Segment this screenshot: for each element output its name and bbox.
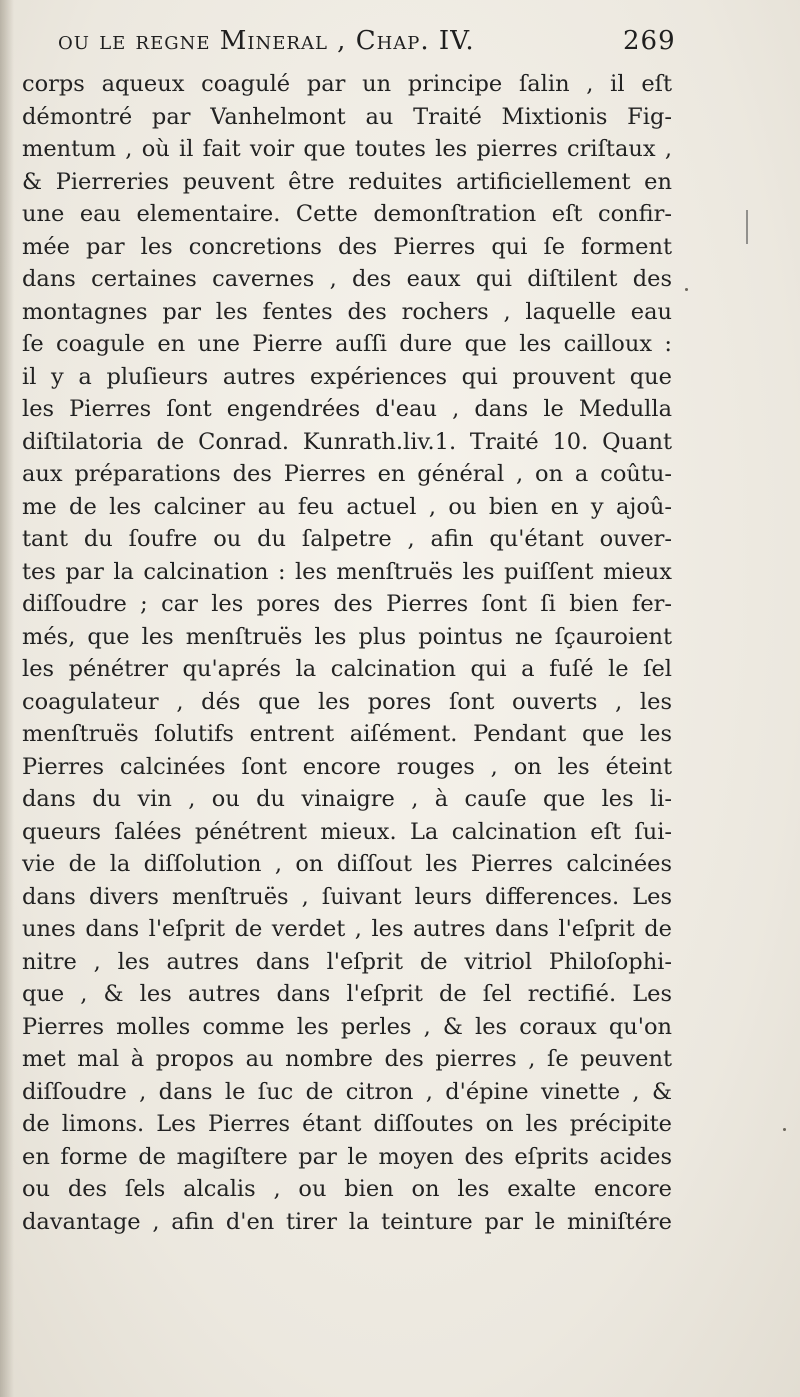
text-line: les Pierres ſont engendrées d'eau , dans le Medulla bbox=[22, 396, 672, 422]
paper-speck bbox=[783, 1128, 786, 1131]
page-number: 269 bbox=[623, 26, 676, 56]
text-line: corps aqueux coagulé par un principe ſalin , il eſt bbox=[22, 71, 672, 97]
text-line: démontré par Vanhelmont au Traité Mixtionis Fig- bbox=[22, 103, 672, 130]
text-line: Pierres calcinées ſont encore rouges , on les éteint bbox=[22, 753, 672, 780]
body-text bbox=[22, 68, 672, 1238]
text-line: diſtilatoria de Conrad. Kunrath.liv.1. Traité 10. Quant bbox=[22, 428, 672, 455]
text-line: dans du vin , ou du vinaigre , à cauſe que les li- bbox=[22, 786, 672, 812]
text-line: diſſoudre , dans le ſuc de citron , d'épine vinette , & bbox=[22, 1078, 672, 1105]
text-line: de limons. Les Pierres étant diſſoutes on les précipite bbox=[22, 1111, 672, 1137]
text-line: il y a pluſieurs autres expériences qui prouvent que bbox=[22, 363, 672, 390]
text-line: les pénétrer qu'aprés la calcination qui a fuſé le ſel bbox=[22, 656, 672, 682]
text-line: dans divers menſtruës , ſuivant leurs differences. Les bbox=[22, 883, 672, 910]
text-line: menſtruës ſolutifs entrent aiſément. Pendant que les bbox=[22, 721, 672, 747]
text-line: que , & les autres dans l'eſprit de ſel rectifié. Les bbox=[22, 981, 672, 1007]
text-line: ſe coagule en une Pierre auſſi dure que les cailloux : bbox=[22, 331, 672, 357]
margin-mark bbox=[746, 210, 748, 244]
text-line: diſſoudre ; car les pores des Pierres ſont ſi bien fer- bbox=[22, 591, 672, 617]
paper-speck bbox=[685, 288, 688, 291]
text-line: dans certaines cavernes , des eaux qui diſtilent des bbox=[22, 266, 672, 292]
running-head bbox=[58, 26, 676, 66]
text-line: davantage , afin d'en tirer la teinture par le miniſtére bbox=[22, 1208, 672, 1235]
text-line: nitre , les autres dans l'eſprit de vitriol Philoſophi- bbox=[22, 948, 672, 975]
text-line: me de les calciner au feu actuel , ou bien en y ajoû- bbox=[22, 493, 672, 520]
text-line: tes par la calcination : les menſtruës les puiſſent mieux bbox=[22, 558, 672, 585]
text-line: vie de la diſſolution , on diſſout les Pierres calcinées bbox=[22, 851, 672, 877]
text-line: montagnes par les fentes des rochers , laquelle eau bbox=[22, 298, 672, 325]
text-line: mentum , où il fait voir que toutes les pierres criſtaux , bbox=[22, 136, 672, 162]
text-line: une eau elementaire. Cette demonſtration eſt confir- bbox=[22, 201, 672, 227]
text-line: met mal à propos au nombre des pierres , ſe peuvent bbox=[22, 1046, 672, 1072]
text-line: tant du ſoufre ou du ſalpetre , afin qu'étant ouver- bbox=[22, 526, 672, 552]
text-line: en forme de magiſtere par le moyen des eſprits acides bbox=[22, 1143, 672, 1170]
text-line: Pierres molles comme les perles , & les coraux qu'on bbox=[22, 1013, 672, 1040]
text-line: més, que les menſtruës les plus pointus ne ſçauroient bbox=[22, 623, 672, 650]
running-head-title: ou le regne Mineral , Chap. IV. bbox=[58, 26, 475, 56]
text-line: coagulateur , dés que les pores ſont ouverts , les bbox=[22, 688, 672, 715]
text-line: ou des ſels alcalis , ou bien on les exalte encore bbox=[22, 1176, 672, 1202]
text-line: mée par les concretions des Pierres qui ſe forment bbox=[22, 233, 672, 260]
text-line: unes dans l'eſprit de verdet , les autres dans l'eſprit de bbox=[22, 916, 672, 942]
text-line: aux préparations des Pierres en général , on a coûtu- bbox=[22, 461, 672, 487]
text-line: & Pierreries peuvent être reduites artificiellement en bbox=[22, 168, 672, 195]
text-line: queurs ſalées pénétrent mieux. La calcination eſt ſui- bbox=[22, 818, 672, 845]
